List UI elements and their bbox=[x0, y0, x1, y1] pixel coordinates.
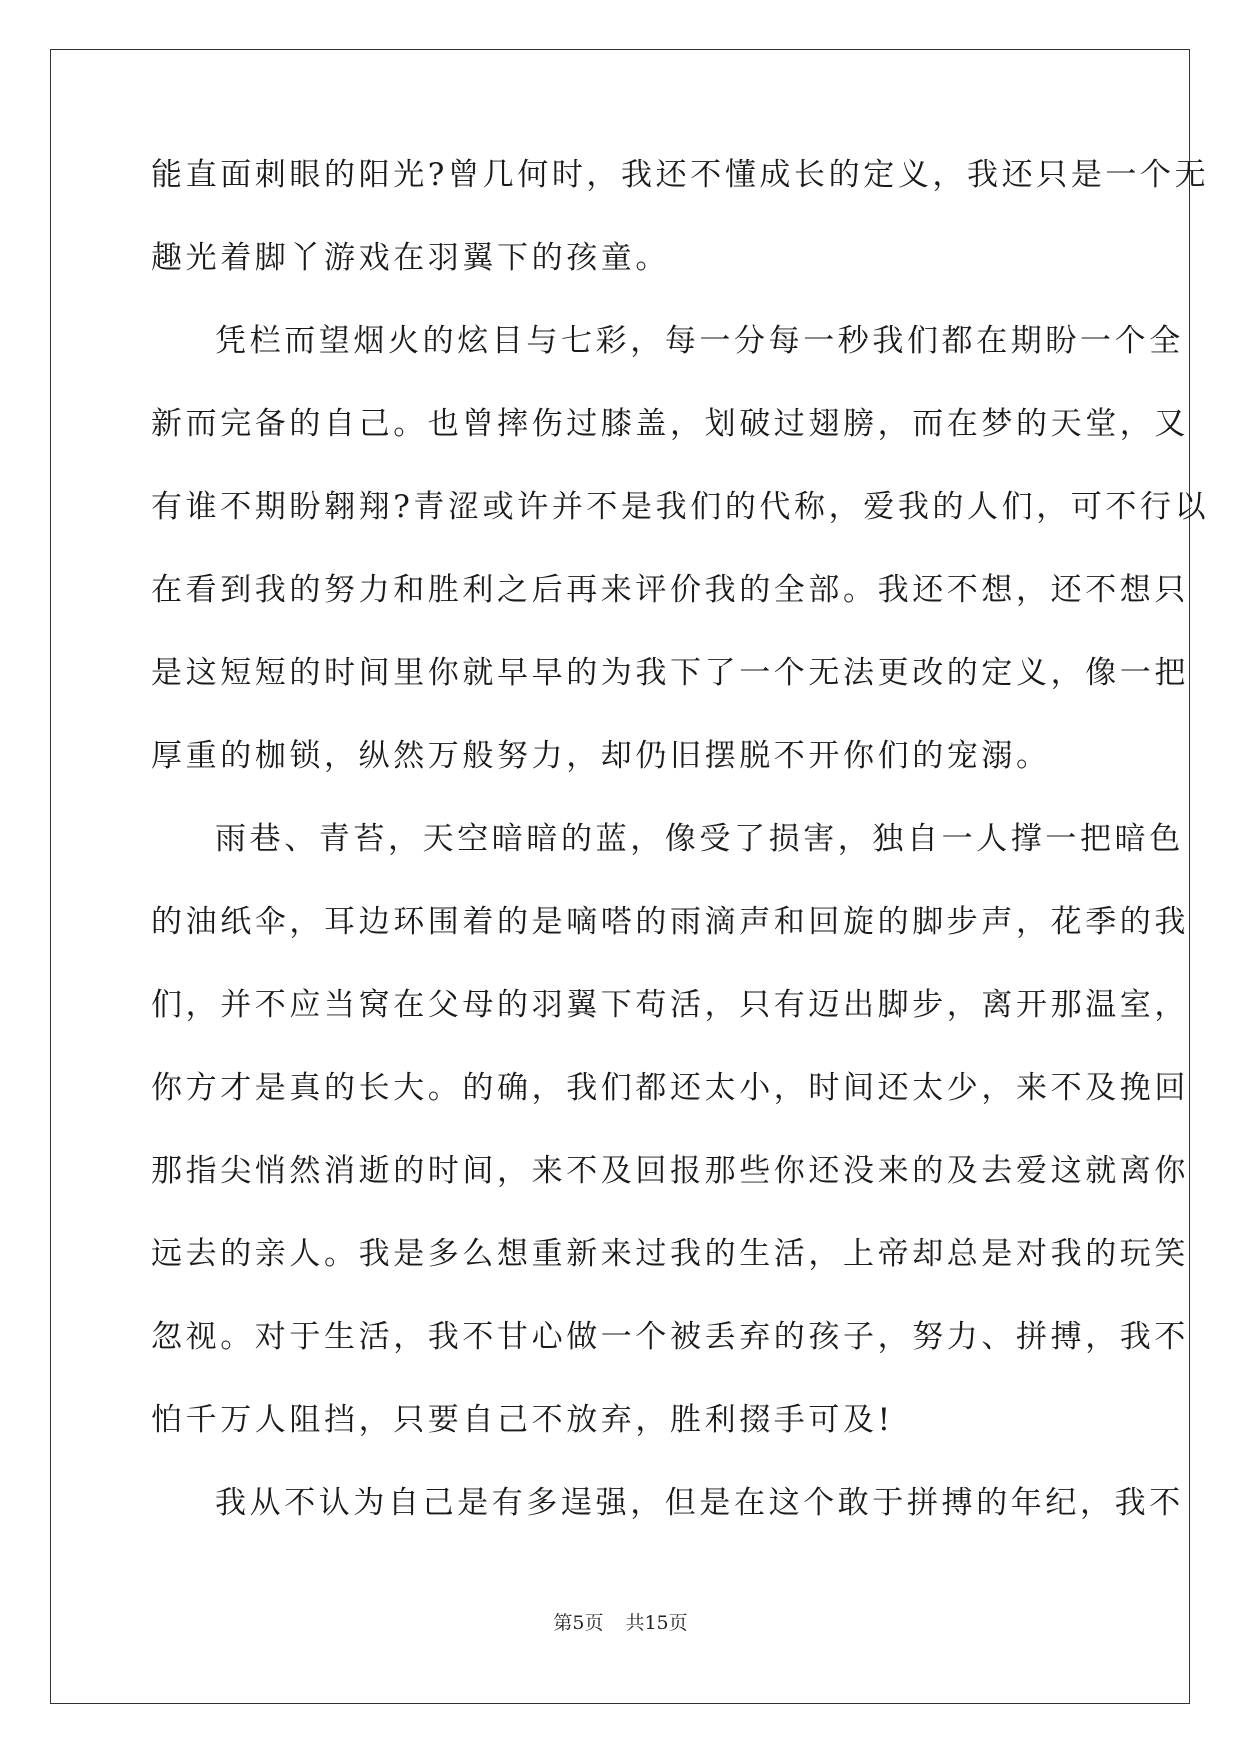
text-line: 凭栏而望烟火的炫目与七彩，每一分每一秒我们都在期盼一个全 bbox=[215, 323, 1184, 359]
document-body bbox=[151, 157, 1210, 1571]
text-line: 趣光着脚丫游戏在羽翼下的孩童。 bbox=[151, 240, 670, 276]
text-line: 在看到我的努力和胜利之后再来评价我的全部。我还不想，还不想只 bbox=[151, 572, 1189, 608]
page-total: 共15页 bbox=[625, 1612, 688, 1634]
text-line: 厚重的枷锁，纵然万般努力，却仍旧摆脱不开你们的宠溺。 bbox=[151, 738, 1051, 774]
text-line: 忽视。对于生活，我不甘心做一个被丢弃的孩子，努力、拼搏，我不 bbox=[151, 1319, 1189, 1355]
text-line: 远去的亲人。我是多么想重新来过我的生活，上帝却总是对我的玩笑 bbox=[151, 1236, 1189, 1272]
text-line: 有谁不期盼翱翔?青涩或许并不是我们的代称，爱我的人们，可不行以 bbox=[151, 489, 1210, 525]
text-line: 新而完备的自己。也曾摔伤过膝盖，划破过翅膀，而在梦的天堂，又 bbox=[151, 406, 1189, 442]
text-line: 那指尖悄然消逝的时间，来不及回报那些你还没来的及去爱这就离你 bbox=[151, 1153, 1189, 1189]
text-line: 的油纸伞，耳边环围着的是嘀嗒的雨滴声和回旋的脚步声，花季的我 bbox=[151, 904, 1189, 940]
text-line: 怕千万人阻挡，只要自己不放弃，胜利掇手可及! bbox=[151, 1402, 894, 1438]
text-line: 是这短短的时间里你就早早的为我下了一个无法更改的定义，像一把 bbox=[151, 655, 1189, 691]
text-line: 雨巷、青苔，天空暗暗的蓝，像受了损害，独自一人撑一把暗色 bbox=[215, 821, 1184, 857]
page-footer bbox=[0, 1612, 1241, 1634]
text-line: 们，并不应当窝在父母的羽翼下苟活，只有迈出脚步，离开那温室， bbox=[151, 987, 1189, 1023]
text-line: 你方才是真的长大。的确，我们都还太小，时间还太少，来不及挽回 bbox=[151, 1070, 1189, 1106]
text-line: 能直面刺眼的阳光?曾几何时，我还不懂成长的定义，我还只是一个无 bbox=[151, 157, 1210, 193]
page-number: 第5页 bbox=[553, 1612, 604, 1634]
text-line: 我从不认为自己是有多逞强，但是在这个敢于拼搏的年纪，我不 bbox=[215, 1485, 1184, 1521]
